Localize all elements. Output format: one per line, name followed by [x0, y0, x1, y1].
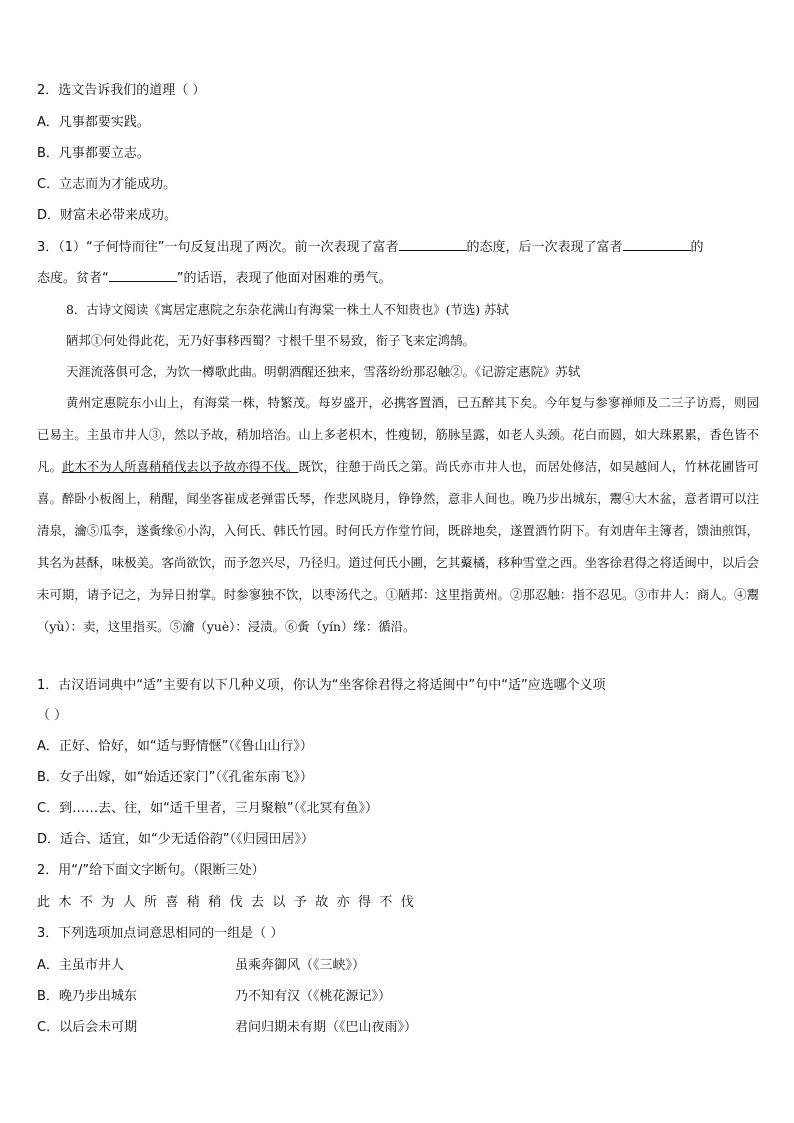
s1-paren: （ ） [37, 708, 68, 723]
s3-option-b-right: 乃不知有汉（《桃花源记》） [235, 989, 392, 1004]
q2-stem: 2．选文告诉我们的道理（ ） [37, 83, 206, 98]
s3-option-b-left: B．晚乃步出城东 [37, 989, 137, 1004]
section-8-title: 8．古诗文阅读《寓居定惠院之东杂花满山有海棠一株土人不知贵也》(节选) 苏轼 [66, 302, 509, 317]
poem-line-1: 陋邦①何处得此花，无乃好事移西蜀？寸根千里不易致，衔子飞来定鸿鹄。 [66, 333, 475, 348]
q3-text-5: ”的话语，表现了他面对困难的勇气。 [176, 271, 392, 286]
q3-line-1 [37, 238, 759, 257]
s1-option-a: A．正好、恰好，如“适与野情惬”（《鲁山山行》） [37, 739, 313, 754]
q3-text-2: 的态度，后一次表现了富者 [466, 240, 623, 255]
s3-option-a-left: A．主虽市井人 [37, 958, 124, 973]
q3-text-1: 3．（1）“子何恃而往”一句反复出现了两次。前一次表现了富者 [37, 240, 399, 255]
poem-line-2: 天涯流落俱可念，为饮一樽歌此曲。明朝酒醒还独来，雪落纷纷那忍触②。《记游定惠院》苏轼 [66, 364, 581, 379]
s3-option-a-right: 虽乘奔御风（《三峡》） [235, 958, 366, 973]
s3-option-c-left: C．以后会未可期 [37, 1020, 138, 1035]
s1-option-c: C．到……去、往，如“适千里者，三月聚粮”（《北冥有鱼》） [37, 801, 379, 816]
q2-option-a: A．凡事都要实践。 [37, 115, 150, 130]
s1-option-d: D．适合、适宜，如“少无适俗韵”（《归园田居》） [37, 832, 314, 847]
s3-stem: 3．下列选项加点词意思相同的一组是（ ） [37, 926, 284, 941]
answer-blank-2[interactable] [623, 238, 691, 251]
answer-blank-3[interactable] [109, 269, 177, 282]
prose-passage [37, 387, 759, 675]
q2-option-c: C．立志而为才能成功。 [37, 177, 177, 192]
annotations: ①陋邦：这里指黄州。②那忍触：指不忍见。③市井人：商人。④鬻（yù）：卖，这里指买。⑤瀹（yuè）：浸渍。⑥夤（yín）缘：循沿。 [37, 587, 759, 634]
s2-stem: 2．用“/”给下面文字断句。（限断三处） [37, 863, 265, 878]
s1-stem: 1．古汉语词典中“适”主要有以下几种义项，你认为“坐客徐君得之将适闽中”句中“适”应选哪个义项 [37, 678, 606, 693]
s3-option-a [37, 957, 759, 975]
q3-text-4: 态度。贫者“ [37, 271, 109, 286]
s2-sentence: 此木不为人所喜稍稍伐去以予故亦得不伐 [37, 895, 423, 910]
answer-blank-1[interactable] [399, 238, 467, 251]
q2-option-b: B．凡事都要立志。 [37, 146, 150, 161]
s1-option-b: B．女子出嫁，如“始适还家门”（《孔雀东南飞》） [37, 770, 313, 785]
q2-option-d: D．财富未必带来成功。 [37, 208, 178, 223]
s3-option-c-right: 君问归期未有期（《巴山夜雨》） [235, 1020, 418, 1035]
q3-line-2 [37, 269, 759, 288]
prose-part-b: 既饮，往憩于尚氏之第。尚氏亦市井人也，而居处修洁，如吴越间人，竹林花圃皆可喜。醉卧小板阁上，稍醒，闻坐客崔成老弹雷氏琴，作悲风晓月，铮铮然，意非人间也。晚乃步出城东，鬻④大木盆，意者谓可以注清泉，瀹⑤瓜李，遂夤缘⑥小沟，入何氏、韩氏竹园。时何氏方作堂竹间，既辟地矣，遂置酒竹阴下。有刘唐年主簿者，馈油煎饵，其名为甚酥，味极美。客尚欲饮，而予忽兴尽，乃径归。道过何氏小圃，乞其藂橘，移种雪堂之西。坐客徐君得之将适闽中，以后会未可期，请予记之，为异日拊掌。时参寥独不饮，以枣汤代之。 [37, 459, 759, 602]
q3-text-3: 的 [690, 240, 704, 255]
s3-option-c [37, 1019, 759, 1037]
prose-part-a: 黄州定惠院东小山上，有海棠一株，特繁茂。每岁盛开，必携客置酒，已五醉其下矣。今年复与参寥禅师及二三子访焉，则园已易主。主虽市井人③，然以予故，稍加培治。山上多老枳木，性瘦韧，筋脉呈露，如老人头颈。花白而圆，如大珠累累，香色皆不凡。 [37, 395, 759, 474]
underlined-sentence: 此木不为人所喜稍稍伐去以予故亦得不伐。 [61, 459, 299, 474]
s3-option-b [37, 988, 759, 1006]
